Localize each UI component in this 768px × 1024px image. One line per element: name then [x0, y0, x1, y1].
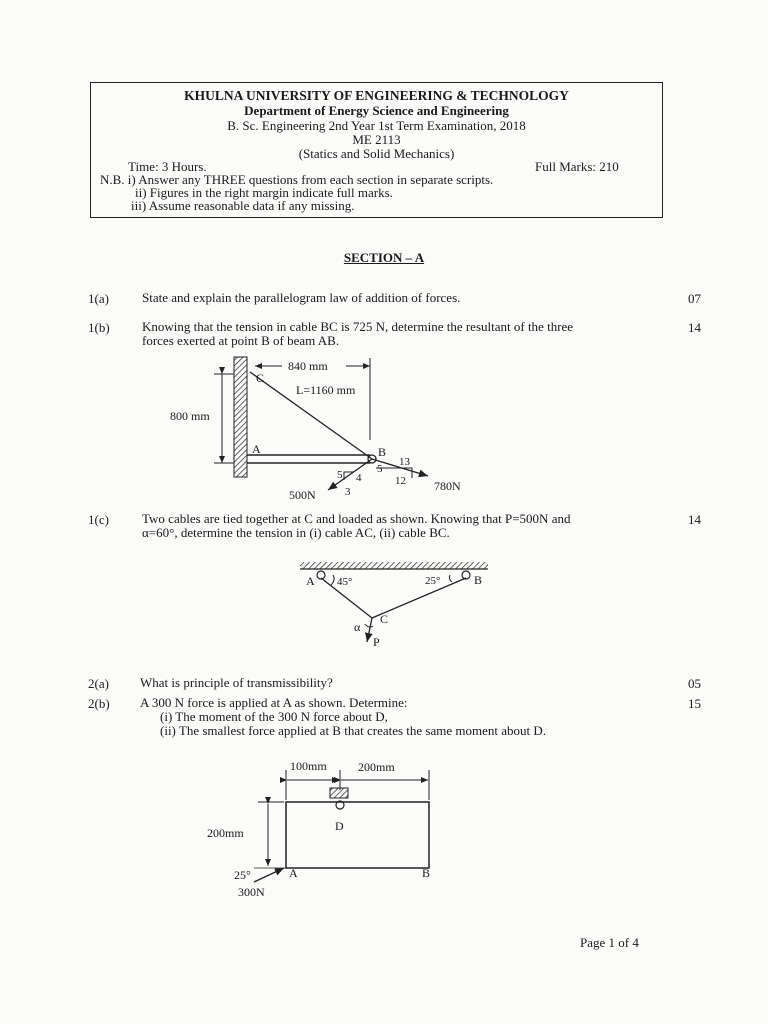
question-text: Two cables are tied together at C and loaded as shown. Knowing that P=500N and — [142, 511, 571, 526]
slope-3-label: 3 — [345, 486, 351, 498]
force-300-arrow — [254, 868, 284, 882]
university-name: KHULNA UNIVERSITY OF ENGINEERING & TECHNOLOGY — [184, 88, 569, 103]
course-code: ME 2113 — [352, 132, 401, 147]
course-title: (Statics and Solid Mechanics) — [298, 146, 455, 161]
cable-length-label: L=1160 mm — [296, 383, 356, 397]
slope-4-label: 4 — [356, 472, 362, 484]
question-marks: 14 — [688, 512, 701, 527]
force-300-label: 300N — [238, 885, 265, 899]
exam-time: Time: 3 Hours. — [128, 159, 207, 174]
question-marks: 07 — [688, 291, 701, 306]
question-marks: 14 — [688, 320, 701, 335]
question-marks: 15 — [688, 696, 701, 711]
point-b-label: B — [422, 866, 431, 880]
alpha-label: α — [354, 620, 361, 634]
dim-800-label: 800 mm — [170, 409, 210, 423]
dim-200-label: 200mm — [358, 760, 395, 774]
question-text: Knowing that the tension in cable BC is 725 N, determine the resultant of the three — [142, 319, 574, 334]
point-b-label: B — [378, 445, 387, 459]
department-name: Department of Energy Science and Engineering — [244, 103, 509, 118]
point-b-label: B — [474, 573, 483, 587]
slope-5-label: 5 — [377, 463, 383, 475]
question-number: 1(a) — [88, 291, 109, 306]
force-780-label: 780N — [434, 479, 461, 493]
dim-200v-label: 200mm — [207, 826, 244, 840]
question-number: 2(b) — [88, 696, 110, 711]
dim-840-label: 840 mm — [288, 359, 328, 373]
load-p-label: P — [373, 635, 380, 649]
angle-25-label: 25° — [425, 575, 441, 587]
question-number: 2(a) — [88, 676, 109, 691]
point-c-label: C — [380, 612, 389, 626]
full-marks: Full Marks: 210 — [535, 159, 619, 174]
instruction-2: ii) Figures in the right margin indicate full marks. — [135, 185, 393, 200]
instruction-1: N.B. i) Answer any THREE questions from each section in separate scripts. — [100, 172, 494, 187]
plate — [286, 802, 429, 868]
point-a-label: A — [289, 866, 298, 880]
page-number: Page 1 of 4 — [580, 935, 639, 950]
question-number: 1(b) — [88, 320, 110, 335]
slope-13-label: 13 — [399, 456, 410, 468]
question-text: α=60°, determine the tension in (i) cable AC, (ii) cable BC. — [142, 525, 450, 540]
force-500-label: 500N — [289, 488, 316, 502]
point-a-label: A — [252, 442, 261, 456]
slope-5-label: 5 — [337, 469, 343, 481]
pin-support-d — [330, 788, 348, 798]
section-title: SECTION – A — [343, 250, 425, 265]
point-c-label: C — [256, 371, 265, 385]
point-a-label: A — [306, 574, 315, 588]
slope-12-label: 12 — [395, 475, 406, 487]
question-marks: 05 — [688, 676, 701, 691]
question-text: (ii) The smallest force applied at B that creates the same moment about D. — [160, 723, 547, 738]
question-text: A 300 N force is applied at A as shown. Determine: — [140, 695, 408, 710]
instruction-3: iii) Assume reasonable data if any missing. — [131, 198, 355, 213]
question-number: 1(c) — [88, 512, 109, 527]
dim-100-label: 100mm — [290, 759, 327, 773]
question-text: State and explain the parallelogram law of addition of forces. — [142, 290, 461, 305]
question-text: What is principle of transmissibility? — [140, 675, 333, 690]
exam-name: B. Sc. Engineering 2nd Year 1st Term Examination, 2018 — [227, 118, 526, 133]
question-text: (i) The moment of the 300 N force about D, — [160, 709, 388, 724]
angle-25-label: 25° — [234, 868, 251, 882]
point-d-label: D — [335, 819, 344, 833]
angle-45-label: 45° — [337, 576, 353, 588]
question-text: forces exerted at point B of beam AB. — [142, 333, 340, 348]
